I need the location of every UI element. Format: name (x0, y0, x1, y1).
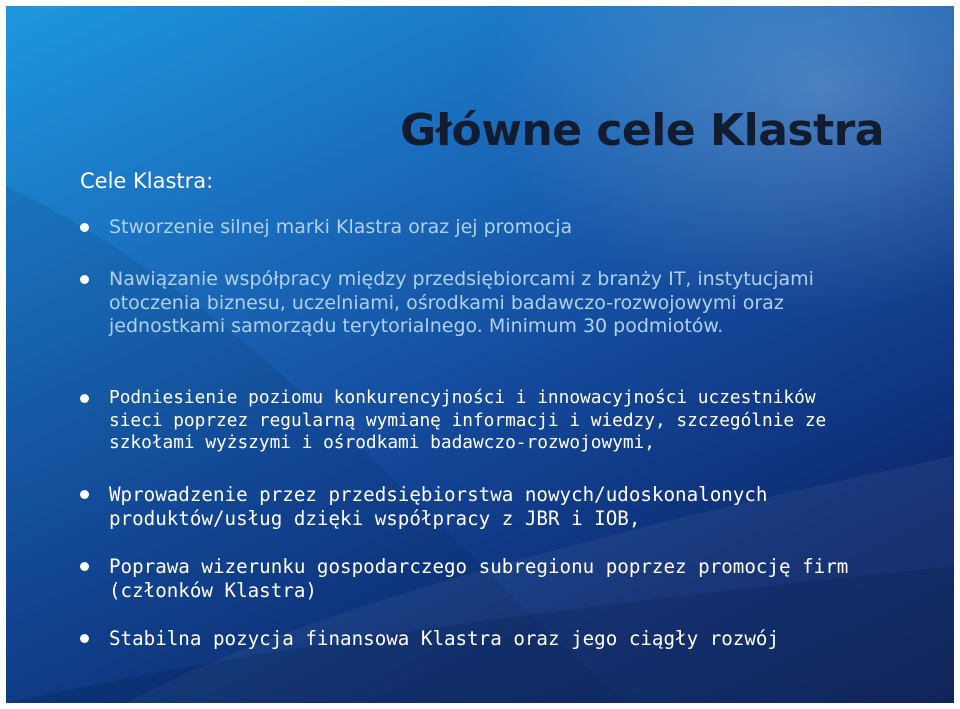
bullet-dot-icon (80, 634, 89, 643)
list-item (109, 216, 859, 240)
list-item (109, 555, 859, 602)
list-item (109, 387, 859, 455)
list-item-text: Podniesienie poziomu konkurencyjności i innowacyjności uczestników sieci poprzez regularną wymianę informacji i wiedzy, szczególnie ze szkołami wyższymi i ośrodkami badawczo-rozwojowymi, (109, 387, 827, 453)
list-item-text: Wprowadzenie przez przedsiębiorstwa nowych/udoskonalonych produktów/usług dzięki współpracy z JBR i IOB, (109, 483, 768, 530)
bullet-dot-icon (80, 275, 89, 284)
list-item (109, 627, 859, 651)
list-item-text: Stabilna pozycja finansowa Klastra oraz jego ciągły rozwój (109, 627, 780, 650)
bullet-dot-icon (80, 490, 89, 499)
list-item-text: Stworzenie silnej marki Klastra oraz jej promocja (109, 216, 573, 238)
list-item-text: Poprawa wizerunku gospodarczego subregionu poprzez promocję firm (członków Klastra) (109, 555, 849, 602)
bullet-dot-icon (80, 394, 89, 403)
list-item-text: Nawiązanie współpracy między przedsiębiorcami z branży IT, instytucjami otoczenia biznesu, uczelniami, ośrodkami badawczo-rozwojowymi oraz jednostkami samorządu terytorialnego. Minimum 30 podmiotów. (109, 268, 814, 337)
bullet-dot-icon (80, 223, 89, 232)
bullet-dot-icon (80, 562, 89, 571)
list-item (109, 268, 854, 339)
slide (6, 6, 954, 703)
subtitle: Cele Klastra: (80, 169, 214, 193)
list-item (109, 483, 859, 530)
page-title: Główne cele Klastra (400, 105, 884, 157)
